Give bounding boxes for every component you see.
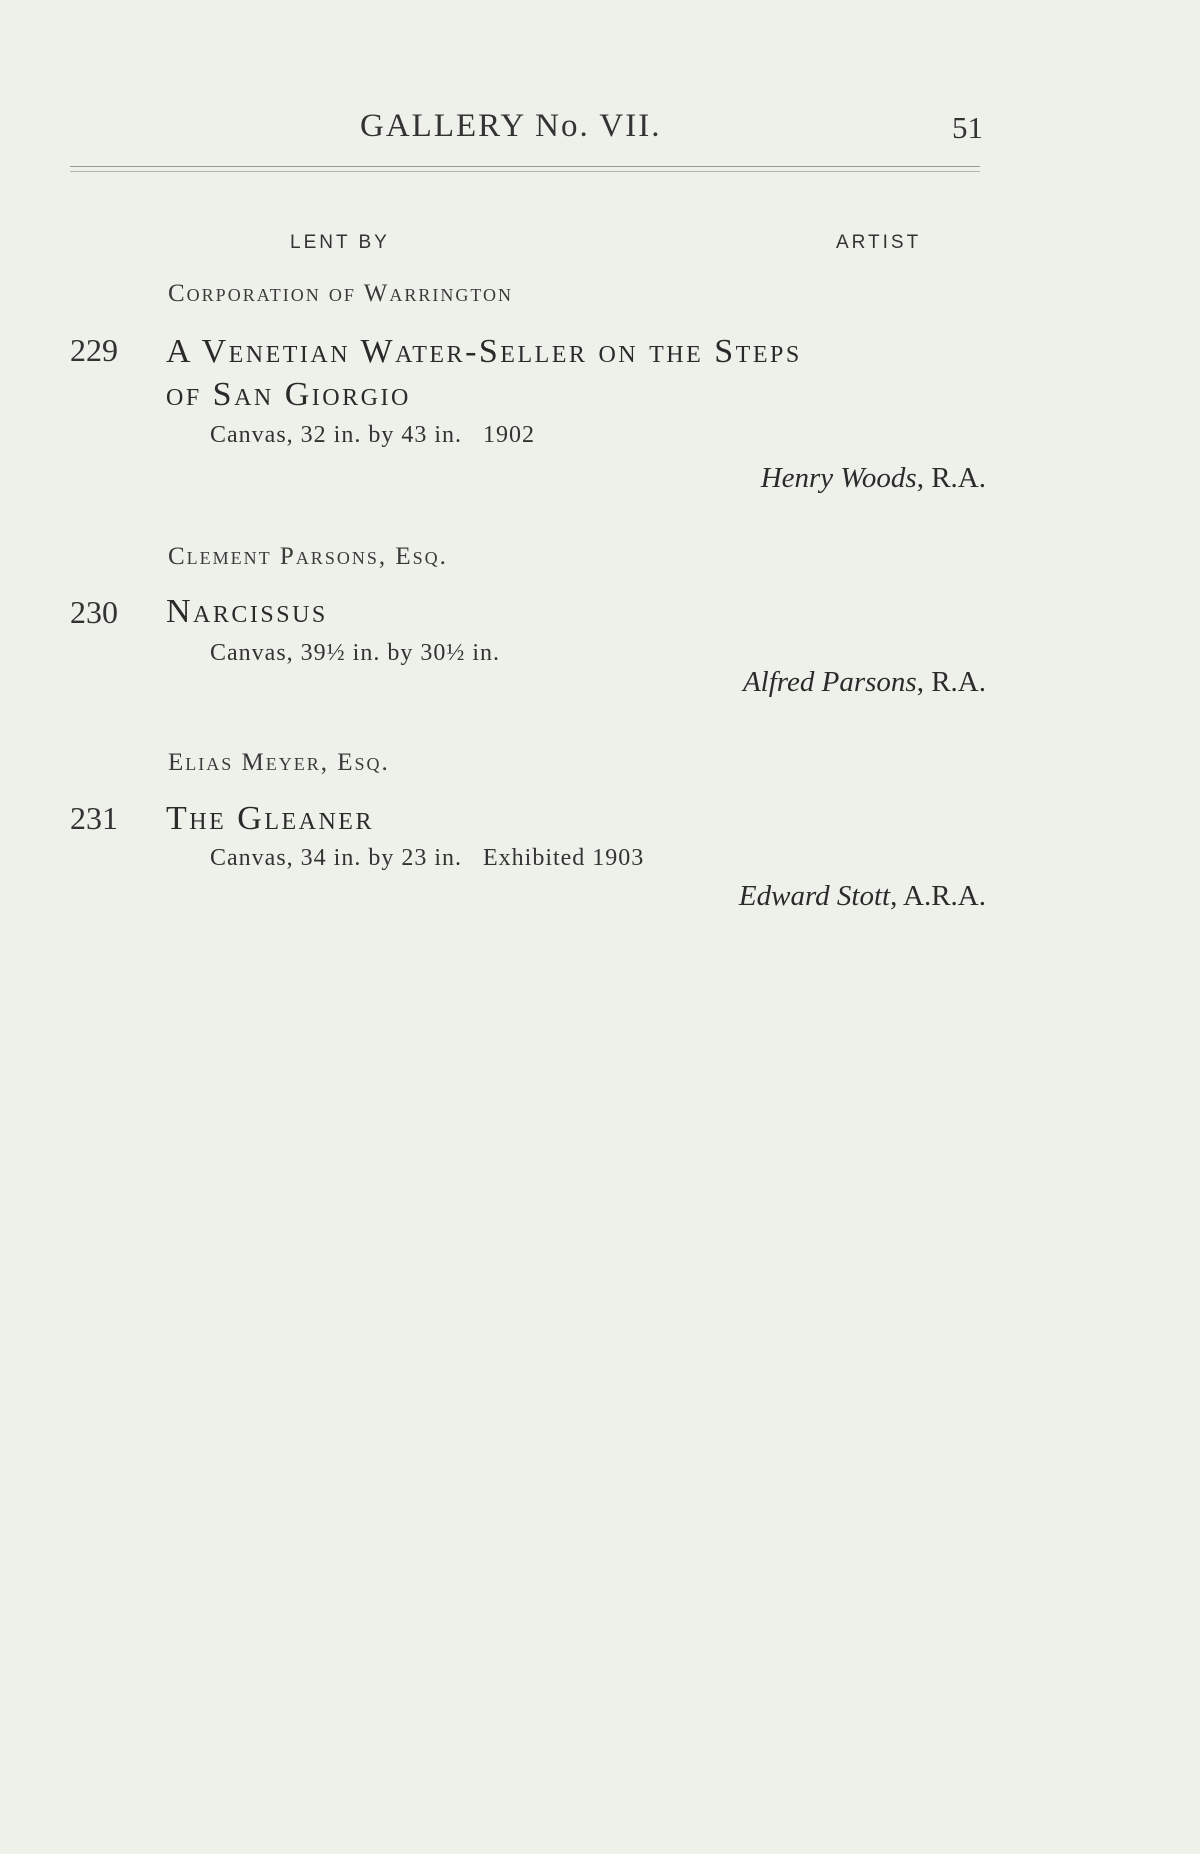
- catalogue-number: 231: [70, 800, 118, 836]
- artist-title: , A.R.A.: [890, 880, 986, 912]
- painting-details: Canvas, 34 in. by 23 in. Exhibited 1903: [210, 845, 645, 871]
- lender-name: Elias Meyer, Esq.: [168, 749, 390, 776]
- painting-title: Narcissus: [166, 593, 328, 630]
- artist-name: Edward Stott: [738, 880, 891, 912]
- artist-title: , R.A.: [916, 462, 986, 494]
- painting-title: A Venetian Water-Seller on the Steps: [166, 333, 802, 370]
- page-number: 51: [952, 110, 983, 145]
- page-header-title: GALLERY No. VII.: [360, 108, 662, 144]
- painting-details: Canvas, 32 in. by 43 in. 1902: [210, 422, 535, 448]
- artist-title: , R.A.: [916, 666, 986, 698]
- painting-title-continued: of San Giorgio: [166, 376, 411, 413]
- painting-title: The Gleaner: [166, 800, 374, 837]
- artist-credit: [743, 666, 986, 699]
- column-label-lent-by: LENT BY: [290, 232, 390, 253]
- header-rule: [70, 166, 980, 167]
- artist-name: Alfred Parsons: [742, 666, 917, 698]
- artist-credit: [761, 462, 986, 495]
- lender-name: Corporation of Warrington: [168, 280, 514, 307]
- header-rule-secondary: [70, 171, 980, 172]
- lender-name: Clement Parsons, Esq.: [168, 543, 448, 570]
- artist-name: Henry Woods: [760, 462, 917, 494]
- catalogue-number: 229: [70, 332, 118, 368]
- artist-credit: [739, 880, 986, 913]
- column-label-artist: ARTIST: [836, 232, 922, 253]
- catalogue-number: 230: [70, 594, 118, 630]
- painting-details: Canvas, 39½ in. by 30½ in.: [210, 640, 500, 666]
